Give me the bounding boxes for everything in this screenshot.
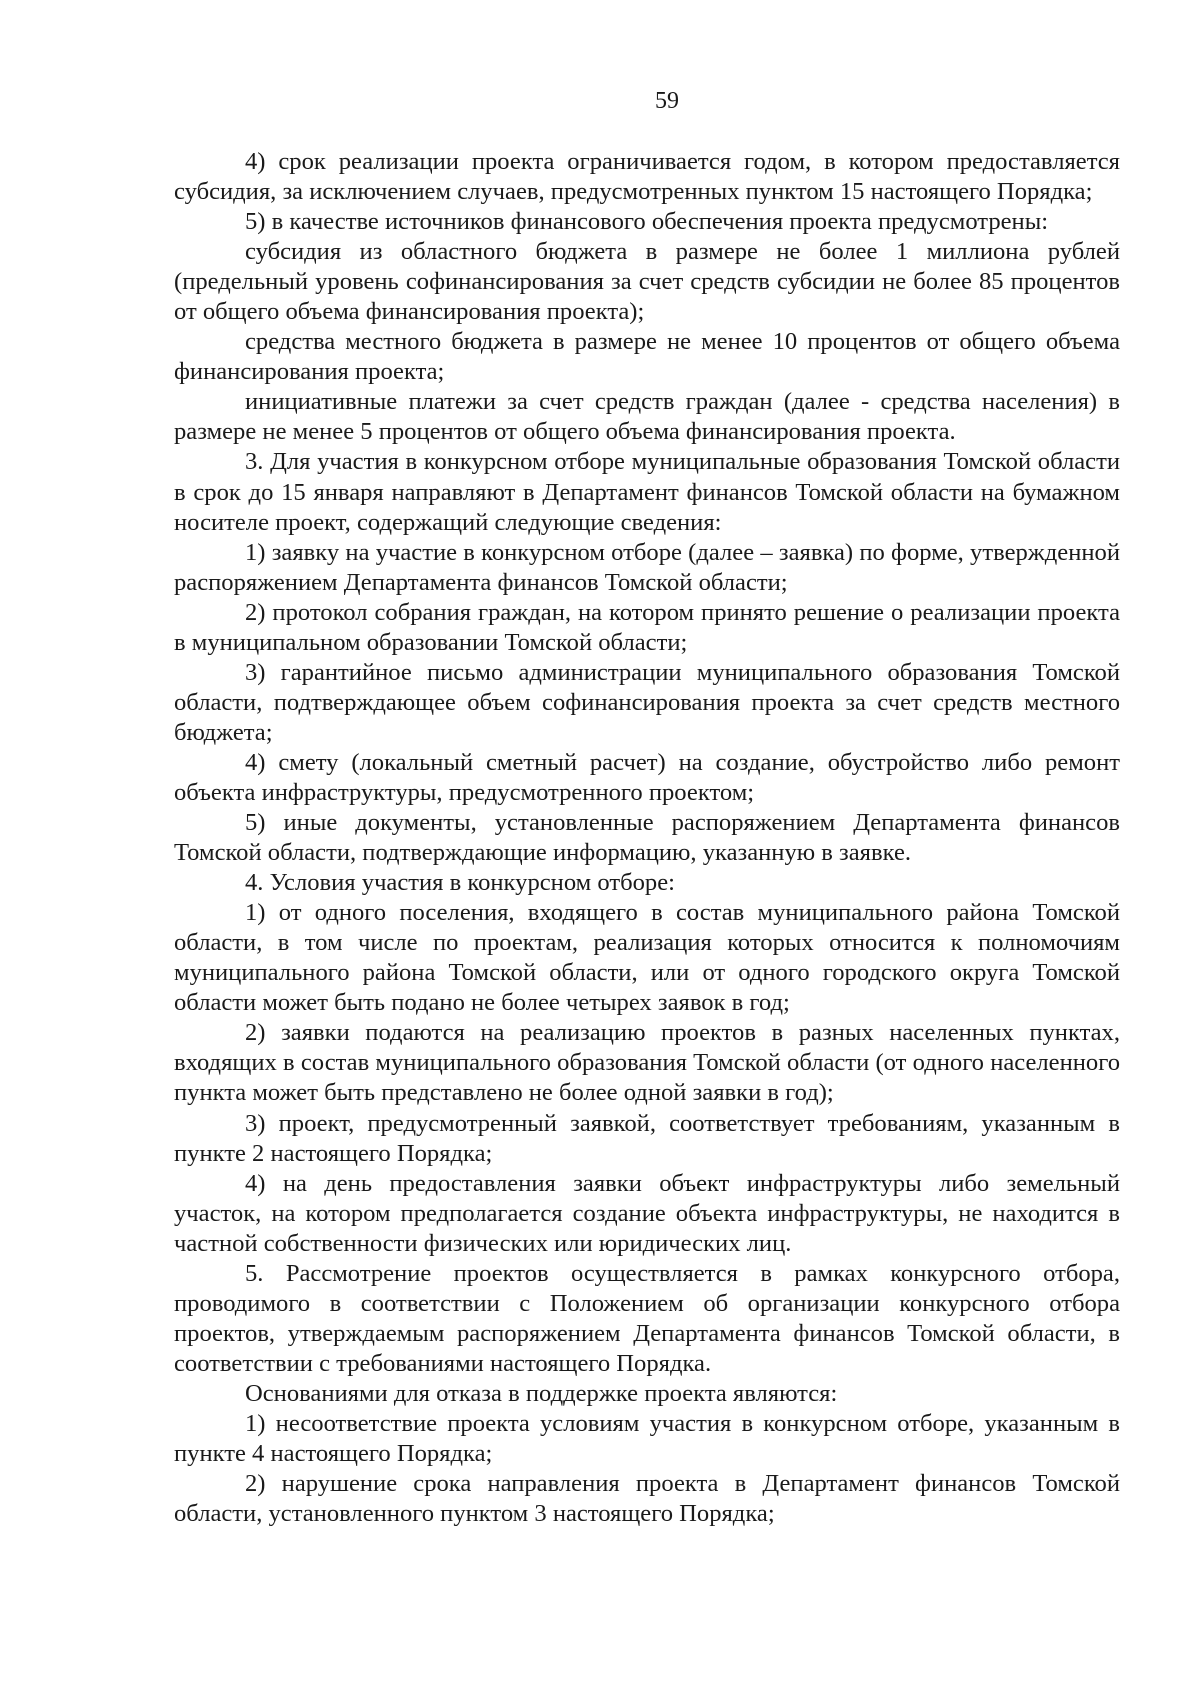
paragraph-section-3-item-3: 3) гарантийное письмо администрации муниципального образования Томской области, подтверждающее объем софинансирования проекта за счет средств местного бюджета; — [174, 658, 1120, 746]
paragraph-section-4-item-1: 1) от одного поселения, входящего в состав муниципального района Томской области, в том числе по проектам, реализация которых относится к полномочиям муниципального района Томской области, или от одного городского округа Томской области может быть подано не более четырех заявок в год; — [174, 899, 1120, 1017]
paragraph-refusal-item-2: 2) нарушение срока направления проекта в Департамент финансов Томской области, установленного пунктом 3 настоящего Порядка; — [174, 1470, 1120, 1528]
document-body — [174, 147, 1120, 1529]
paragraph-item-5-funding-sources: 5) в качестве источников финансового обеспечения проекта предусмотрены: — [245, 208, 1049, 236]
paragraph-initiative-payments: инициативные платежи за счет средств граждан (далее - средства населения) в размере не менее 5 процентов от общего объема финансирования проекта. — [174, 388, 1120, 446]
paragraph-section-4-item-2: 2) заявки подаются на реализацию проектов в разных населенных пунктах, входящих в состав муниципального образования Томской области (от одного населенного пункта может быть представлено не более одной заявки в год); — [174, 1019, 1120, 1107]
paragraph-regional-subsidy: субсидия из областного бюджета в размере не более 1 миллиона рублей (предельный уровень софинансирования за счет средств субсидии не более 85 процентов от общего объема финансирования проекта); — [174, 238, 1120, 326]
paragraph-refusal-item-1: 1) несоответствие проекта условиям участия в конкурсном отборе, указанным в пункте 4 настоящего Порядка; — [174, 1409, 1120, 1468]
paragraph-section-4: 4. Условия участия в конкурсном отборе: — [245, 869, 675, 897]
paragraph-section-3-item-2: 2) протокол собрания граждан, на котором принято решение о реализации проекта в муниципальном образовании Томской области; — [174, 598, 1120, 656]
paragraph-section-3: 3. Для участия в конкурсном отборе муниципальные образования Томской области в срок до 15 января направляют в Департамент финансов Томской области на бумажном носителе проект, содержащий следующие сведения: — [174, 448, 1120, 536]
paragraph-item-4-term: 4) срок реализации проекта ограничивается годом, в котором предоставляется субсидия, за исключением случаев, предусмотренных пунктом 15 настоящего Порядка; — [174, 148, 1120, 206]
paragraph-local-budget: средства местного бюджета в размере не менее 10 процентов от общего объема финансирования проекта; — [174, 328, 1120, 386]
paragraph-section-3-item-5: 5) иные документы, установленные распоряжением Департамента финансов Томской области, подтверждающие информацию, указанную в заявке. — [174, 809, 1120, 867]
paragraph-section-3-item-4: 4) смету (локальный сметный расчет) на создание, обустройство либо ремонт объекта инфраструктуры, предусмотренного проектом; — [174, 748, 1120, 806]
page-number: 59 — [655, 88, 679, 114]
paragraph-section-3-item-1: 1) заявку на участие в конкурсном отборе (далее – заявка) по форме, утвержденной распоряжением Департамента финансов Томской области; — [174, 538, 1120, 596]
paragraph-refusal-grounds: Основаниями для отказа в поддержке проекта являются: — [245, 1379, 838, 1407]
paragraph-section-5: 5. Рассмотрение проектов осуществляется в рамках конкурсного отбора, проводимого в соответствии с Положением об организации конкурсного отбора проектов, утверждаемым распоряжением Департамента финансов Томской области, в соответствии с требованиями настоящего Порядка. — [174, 1259, 1120, 1377]
paragraph-section-4-item-3: 3) проект, предусмотренный заявкой, соответствует требованиям, указанным в пункте 2 настоящего Порядка; — [174, 1109, 1120, 1167]
paragraph-section-4-item-4: 4) на день предоставления заявки объект инфраструктуры либо земельный участок, на котором предполагается создание объекта инфраструктуры, не находится в частной собственности физических или юридических лиц. — [174, 1169, 1120, 1257]
